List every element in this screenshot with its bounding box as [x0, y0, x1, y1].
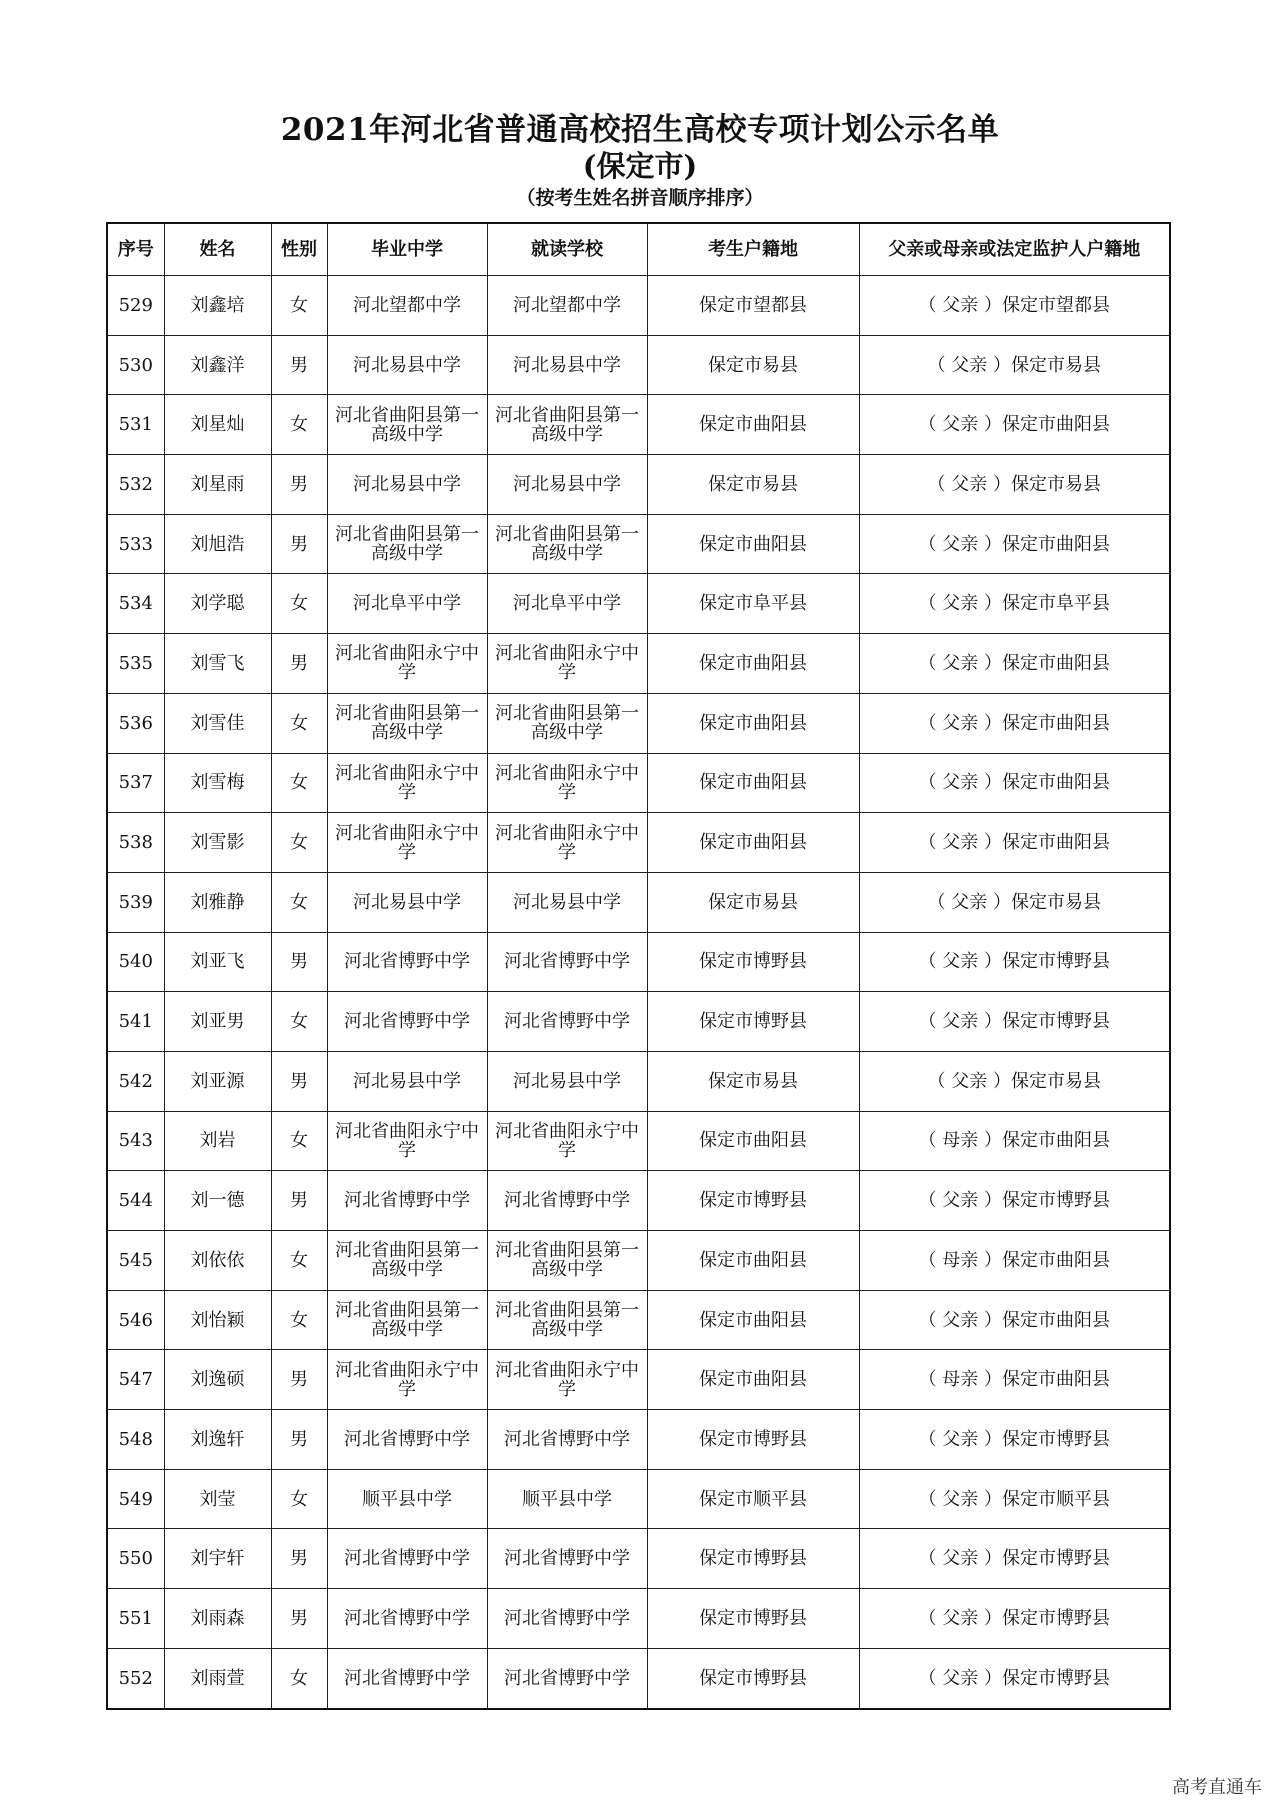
cell-current-school: 河北省博野中学	[487, 1648, 647, 1708]
cell-household-registration: 保定市博野县	[647, 992, 859, 1052]
cell-gender: 男	[271, 932, 327, 992]
cell-graduated-school: 河北省曲阳县第一高级中学	[327, 514, 487, 574]
cell-graduated-school: 河北易县中学	[327, 1051, 487, 1111]
table-row	[107, 872, 1170, 932]
cell-household-registration: 保定市博野县	[647, 1589, 859, 1649]
cell-guardian-registration: （ 父亲 ）保定市曲阳县	[859, 813, 1170, 873]
page-subtitle: (保定市)	[582, 149, 698, 183]
cell-current-school: 河北省曲阳永宁中学	[487, 813, 647, 873]
cell-guardian-registration: （ 父亲 ）保定市易县	[859, 872, 1170, 932]
cell-name: 刘学聪	[164, 574, 271, 634]
cell-graduated-school: 河北易县中学	[327, 335, 487, 395]
cell-name: 刘星灿	[164, 395, 271, 455]
table-row	[107, 813, 1170, 873]
cell-guardian-registration: （ 父亲 ）保定市博野县	[859, 932, 1170, 992]
cell-graduated-school: 河北省曲阳县第一高级中学	[327, 1231, 487, 1291]
cell-gender: 男	[271, 1410, 327, 1470]
column-header-gender: 性别	[271, 223, 327, 276]
table-row	[107, 1111, 1170, 1171]
cell-current-school: 河北省博野中学	[487, 1410, 647, 1470]
cell-guardian-registration: （ 父亲 ）保定市曲阳县	[859, 634, 1170, 694]
cell-guardian-registration: （ 母亲 ）保定市曲阳县	[859, 1111, 1170, 1171]
cell-current-school: 河北省博野中学	[487, 992, 647, 1052]
table-row	[107, 932, 1170, 992]
table-row	[107, 693, 1170, 753]
cell-guardian-registration: （ 父亲 ）保定市博野县	[859, 1529, 1170, 1589]
cell-graduated-school: 河北省博野中学	[327, 1410, 487, 1470]
table-row	[107, 1589, 1170, 1649]
cell-guardian-registration: （ 父亲 ）保定市博野县	[859, 1171, 1170, 1231]
cell-graduated-school: 河北阜平中学	[327, 574, 487, 634]
cell-name: 刘鑫培	[164, 276, 271, 336]
cell-index: 547	[107, 1350, 164, 1410]
cell-gender: 女	[271, 872, 327, 932]
cell-name: 刘亚男	[164, 992, 271, 1052]
table-row	[107, 1231, 1170, 1291]
cell-household-registration: 保定市曲阳县	[647, 514, 859, 574]
cell-current-school: 河北省曲阳县第一高级中学	[487, 693, 647, 753]
cell-current-school: 河北省博野中学	[487, 1589, 647, 1649]
cell-gender: 女	[271, 1111, 327, 1171]
cell-name: 刘雪影	[164, 813, 271, 873]
sort-note: （按考生姓名拼音顺序排序）	[516, 187, 764, 209]
cell-current-school: 河北阜平中学	[487, 574, 647, 634]
page-title: 2021年河北省普通高校招生高校专项计划公示名单	[280, 112, 1000, 148]
cell-household-registration: 保定市阜平县	[647, 574, 859, 634]
cell-current-school: 河北省博野中学	[487, 932, 647, 992]
cell-household-registration: 保定市望都县	[647, 276, 859, 336]
cell-name: 刘雨森	[164, 1589, 271, 1649]
cell-current-school: 河北省曲阳县第一高级中学	[487, 395, 647, 455]
cell-graduated-school: 河北省博野中学	[327, 1171, 487, 1231]
cell-gender: 女	[271, 693, 327, 753]
cell-name: 刘雪梅	[164, 753, 271, 813]
cell-index: 534	[107, 574, 164, 634]
cell-graduated-school: 顺平县中学	[327, 1469, 487, 1529]
cell-guardian-registration: （ 父亲 ）保定市曲阳县	[859, 514, 1170, 574]
cell-name: 刘岩	[164, 1111, 271, 1171]
cell-current-school: 河北省曲阳永宁中学	[487, 1350, 647, 1410]
cell-guardian-registration: （ 父亲 ）保定市博野县	[859, 1410, 1170, 1470]
cell-guardian-registration: （ 父亲 ）保定市曲阳县	[859, 1290, 1170, 1350]
cell-gender: 男	[271, 634, 327, 694]
cell-gender: 男	[271, 1529, 327, 1589]
cell-index: 551	[107, 1589, 164, 1649]
cell-current-school: 河北省博野中学	[487, 1171, 647, 1231]
cell-graduated-school: 河北省曲阳永宁中学	[327, 634, 487, 694]
cell-household-registration: 保定市曲阳县	[647, 395, 859, 455]
cell-gender: 男	[271, 1171, 327, 1231]
cell-guardian-registration: （ 父亲 ）保定市博野县	[859, 992, 1170, 1052]
cell-current-school: 河北省曲阳县第一高级中学	[487, 514, 647, 574]
cell-gender: 男	[271, 1589, 327, 1649]
cell-gender: 女	[271, 1290, 327, 1350]
table-row	[107, 574, 1170, 634]
cell-name: 刘亚源	[164, 1051, 271, 1111]
table-row	[107, 1171, 1170, 1231]
cell-index: 544	[107, 1171, 164, 1231]
table-row	[107, 1350, 1170, 1410]
column-header-graduated-school: 毕业中学	[327, 223, 487, 276]
cell-graduated-school: 河北省曲阳县第一高级中学	[327, 693, 487, 753]
column-header-name: 姓名	[164, 223, 271, 276]
cell-name: 刘亚飞	[164, 932, 271, 992]
cell-household-registration: 保定市博野县	[647, 1171, 859, 1231]
table-row	[107, 514, 1170, 574]
cell-index: 545	[107, 1231, 164, 1291]
cell-index: 541	[107, 992, 164, 1052]
cell-gender: 女	[271, 992, 327, 1052]
cell-household-registration: 保定市顺平县	[647, 1469, 859, 1529]
cell-guardian-registration: （ 父亲 ）保定市易县	[859, 1051, 1170, 1111]
cell-current-school: 河北省曲阳永宁中学	[487, 1111, 647, 1171]
cell-index: 548	[107, 1410, 164, 1470]
cell-name: 刘雨萱	[164, 1648, 271, 1708]
cell-household-registration: 保定市曲阳县	[647, 634, 859, 694]
cell-gender: 男	[271, 1051, 327, 1111]
table-row	[107, 1648, 1170, 1708]
cell-guardian-registration: （ 父亲 ）保定市曲阳县	[859, 395, 1170, 455]
cell-index: 542	[107, 1051, 164, 1111]
cell-name: 刘依依	[164, 1231, 271, 1291]
admission-list-table	[106, 222, 1171, 1710]
cell-index: 549	[107, 1469, 164, 1529]
cell-graduated-school: 河北省博野中学	[327, 932, 487, 992]
cell-current-school: 河北省博野中学	[487, 1529, 647, 1589]
cell-current-school: 河北省曲阳永宁中学	[487, 753, 647, 813]
cell-current-school: 河北易县中学	[487, 455, 647, 515]
cell-guardian-registration: （ 父亲 ）保定市阜平县	[859, 574, 1170, 634]
table-body	[107, 276, 1170, 1709]
cell-index: 535	[107, 634, 164, 694]
cell-household-registration: 保定市曲阳县	[647, 813, 859, 873]
cell-household-registration: 保定市易县	[647, 1051, 859, 1111]
cell-current-school: 河北省曲阳永宁中学	[487, 634, 647, 694]
cell-graduated-school: 河北省博野中学	[327, 1648, 487, 1708]
cell-graduated-school: 河北易县中学	[327, 872, 487, 932]
cell-name: 刘宇轩	[164, 1529, 271, 1589]
cell-name: 刘鑫洋	[164, 335, 271, 395]
cell-household-registration: 保定市易县	[647, 335, 859, 395]
cell-guardian-registration: （ 母亲 ）保定市曲阳县	[859, 1231, 1170, 1291]
cell-graduated-school: 河北省博野中学	[327, 1529, 487, 1589]
column-header-household-registration: 考生户籍地	[647, 223, 859, 276]
table-row	[107, 634, 1170, 694]
cell-index: 537	[107, 753, 164, 813]
cell-gender: 男	[271, 1350, 327, 1410]
cell-guardian-registration: （ 父亲 ）保定市曲阳县	[859, 693, 1170, 753]
cell-graduated-school: 河北省曲阳永宁中学	[327, 1350, 487, 1410]
cell-gender: 女	[271, 276, 327, 336]
table-row	[107, 335, 1170, 395]
table-row	[107, 1290, 1170, 1350]
cell-graduated-school: 河北省曲阳县第一高级中学	[327, 1290, 487, 1350]
cell-index: 532	[107, 455, 164, 515]
cell-gender: 男	[271, 335, 327, 395]
cell-current-school: 河北省曲阳县第一高级中学	[487, 1290, 647, 1350]
cell-household-registration: 保定市曲阳县	[647, 1231, 859, 1291]
cell-household-registration: 保定市博野县	[647, 1410, 859, 1470]
cell-gender: 女	[271, 574, 327, 634]
cell-guardian-registration: （ 父亲 ）保定市望都县	[859, 276, 1170, 336]
cell-current-school: 河北易县中学	[487, 335, 647, 395]
cell-guardian-registration: （ 父亲 ）保定市博野县	[859, 1648, 1170, 1708]
cell-gender: 女	[271, 1231, 327, 1291]
cell-name: 刘雪飞	[164, 634, 271, 694]
cell-graduated-school: 河北省曲阳永宁中学	[327, 1111, 487, 1171]
cell-index: 550	[107, 1529, 164, 1589]
cell-graduated-school: 河北省曲阳县第一高级中学	[327, 395, 487, 455]
cell-household-registration: 保定市易县	[647, 455, 859, 515]
cell-index: 530	[107, 335, 164, 395]
cell-index: 552	[107, 1648, 164, 1708]
watermark-text: 高考直通车	[1172, 1777, 1262, 1798]
table-row	[107, 753, 1170, 813]
cell-current-school: 河北望都中学	[487, 276, 647, 336]
cell-guardian-registration: （ 父亲 ）保定市易县	[859, 455, 1170, 515]
cell-gender: 男	[271, 455, 327, 515]
cell-index: 546	[107, 1290, 164, 1350]
table-row	[107, 1410, 1170, 1470]
cell-household-registration: 保定市易县	[647, 872, 859, 932]
cell-index: 538	[107, 813, 164, 873]
cell-household-registration: 保定市曲阳县	[647, 1111, 859, 1171]
table-header-row	[107, 223, 1170, 276]
table-row	[107, 455, 1170, 515]
table-row	[107, 276, 1170, 336]
cell-index: 531	[107, 395, 164, 455]
table-row	[107, 395, 1170, 455]
cell-household-registration: 保定市博野县	[647, 1529, 859, 1589]
cell-index: 543	[107, 1111, 164, 1171]
column-header-current-school: 就读学校	[487, 223, 647, 276]
cell-graduated-school: 河北省博野中学	[327, 1589, 487, 1649]
table-row	[107, 1051, 1170, 1111]
cell-household-registration: 保定市博野县	[647, 1648, 859, 1708]
cell-index: 533	[107, 514, 164, 574]
cell-gender: 女	[271, 753, 327, 813]
table-row	[107, 1469, 1170, 1529]
table-row	[107, 992, 1170, 1052]
cell-name: 刘一德	[164, 1171, 271, 1231]
cell-index: 536	[107, 693, 164, 753]
cell-current-school: 河北省曲阳县第一高级中学	[487, 1231, 647, 1291]
cell-name: 刘旭浩	[164, 514, 271, 574]
table-row	[107, 1529, 1170, 1589]
cell-index: 540	[107, 932, 164, 992]
cell-current-school: 顺平县中学	[487, 1469, 647, 1529]
cell-name: 刘逸硕	[164, 1350, 271, 1410]
cell-household-registration: 保定市曲阳县	[647, 1350, 859, 1410]
cell-name: 刘怡颖	[164, 1290, 271, 1350]
column-header-guardian-registration: 父亲或母亲或法定监护人户籍地	[859, 223, 1170, 276]
cell-name: 刘逸轩	[164, 1410, 271, 1470]
cell-guardian-registration: （ 父亲 ）保定市易县	[859, 335, 1170, 395]
cell-graduated-school: 河北易县中学	[327, 455, 487, 515]
cell-current-school: 河北易县中学	[487, 1051, 647, 1111]
cell-household-registration: 保定市曲阳县	[647, 693, 859, 753]
cell-household-registration: 保定市博野县	[647, 932, 859, 992]
cell-guardian-registration: （ 父亲 ）保定市曲阳县	[859, 753, 1170, 813]
cell-name: 刘雅静	[164, 872, 271, 932]
cell-graduated-school: 河北省曲阳永宁中学	[327, 753, 487, 813]
cell-gender: 女	[271, 813, 327, 873]
cell-graduated-school: 河北省博野中学	[327, 992, 487, 1052]
cell-gender: 女	[271, 395, 327, 455]
cell-guardian-registration: （ 母亲 ）保定市曲阳县	[859, 1350, 1170, 1410]
cell-current-school: 河北易县中学	[487, 872, 647, 932]
cell-household-registration: 保定市曲阳县	[647, 1290, 859, 1350]
cell-index: 529	[107, 276, 164, 336]
cell-graduated-school: 河北望都中学	[327, 276, 487, 336]
cell-gender: 男	[271, 514, 327, 574]
cell-gender: 女	[271, 1648, 327, 1708]
cell-index: 539	[107, 872, 164, 932]
cell-guardian-registration: （ 父亲 ）保定市顺平县	[859, 1469, 1170, 1529]
cell-name: 刘星雨	[164, 455, 271, 515]
cell-household-registration: 保定市曲阳县	[647, 753, 859, 813]
column-header-index: 序号	[107, 223, 164, 276]
cell-name: 刘雪佳	[164, 693, 271, 753]
cell-name: 刘莹	[164, 1469, 271, 1529]
cell-graduated-school: 河北省曲阳永宁中学	[327, 813, 487, 873]
cell-guardian-registration: （ 父亲 ）保定市博野县	[859, 1589, 1170, 1649]
cell-gender: 女	[271, 1469, 327, 1529]
